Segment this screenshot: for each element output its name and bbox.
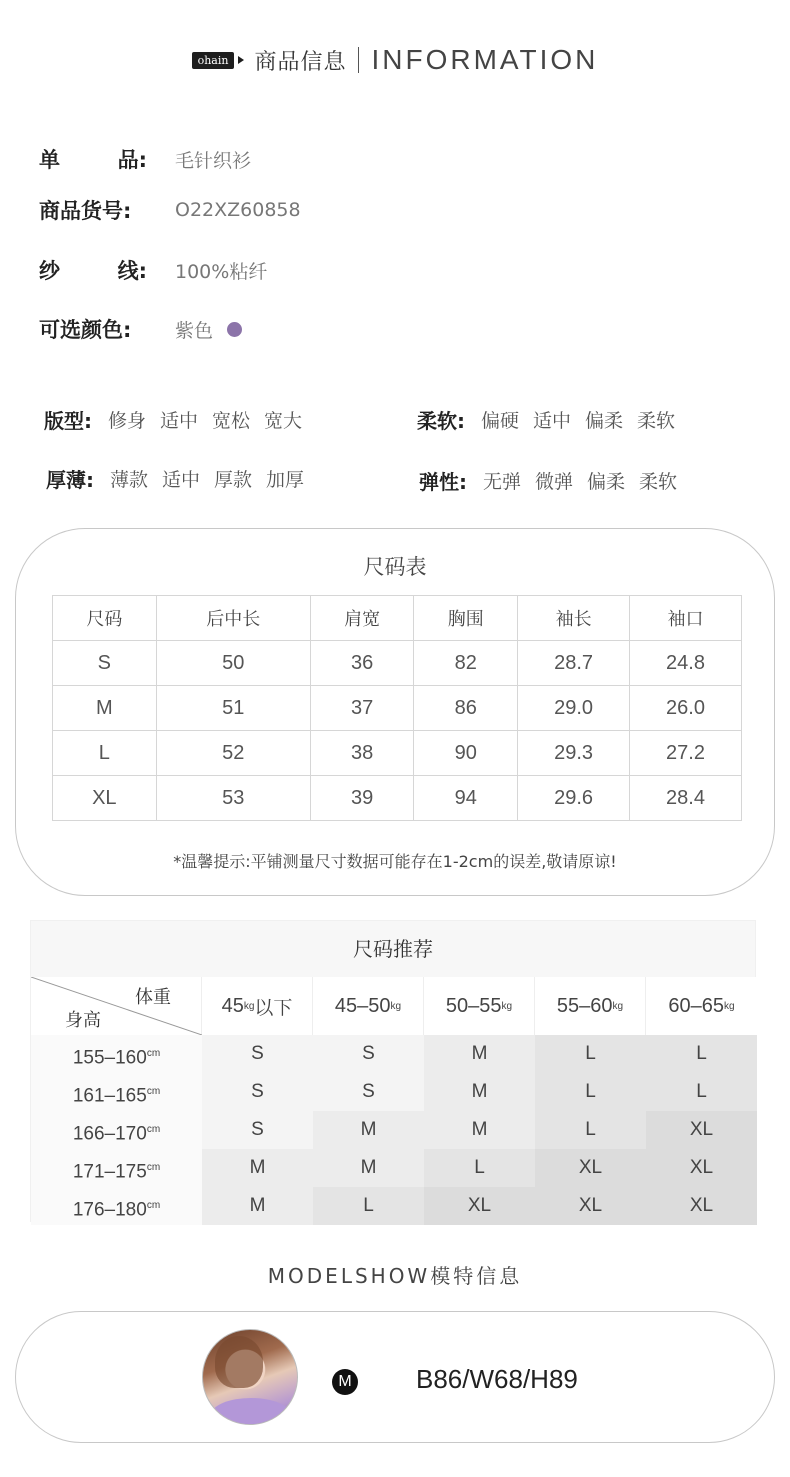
recommend-cell: M <box>424 1035 535 1073</box>
table-cell: 94 <box>414 776 518 821</box>
corner-height-label: 身高 <box>65 1010 101 1031</box>
attr-option: 宽松 <box>212 410 251 432</box>
attr-softness <box>417 405 687 434</box>
info-yarn-row <box>39 255 267 285</box>
recommend-row <box>31 1111 757 1149</box>
info-item-value: 毛针织衫 <box>175 149 252 172</box>
table-cell: L <box>53 731 157 776</box>
table-cell: 29.3 <box>518 731 630 776</box>
table-header-cell: 尺码 <box>53 596 157 641</box>
recommend-cell: S <box>202 1111 313 1149</box>
recommend-cell: M <box>313 1111 424 1149</box>
brand-logo: ohain <box>192 52 235 69</box>
info-yarn-value: 100%粘纤 <box>175 260 268 283</box>
recommend-cell: M <box>313 1149 424 1187</box>
weight-header-cell: 45 kg 以下 <box>202 977 313 1035</box>
attr-option: 宽大 <box>264 410 303 432</box>
height-label: $166-170^{cm}$ <box>31 1111 202 1149</box>
table-cell: 24.8 <box>630 641 742 686</box>
info-sku-label: 商品货号: <box>39 199 132 223</box>
size-chart-panel <box>15 528 775 896</box>
info-sku-row <box>39 195 301 225</box>
table-cell: 29.6 <box>518 776 630 821</box>
model-show-title: MODELSHOW模特信息 <box>267 1264 523 1288</box>
model-measurements: B86/W68/H89 <box>416 1364 578 1394</box>
table-header-row <box>53 596 742 641</box>
info-item-row <box>39 144 251 174</box>
attr-option: 加厚 <box>266 469 305 491</box>
table-cell: 90 <box>414 731 518 776</box>
attr-option: 柔软 <box>639 471 678 493</box>
weight-header-cell: 55–60 kg <box>535 977 646 1035</box>
attr-option: 无弹 <box>483 471 522 493</box>
color-swatch <box>227 322 242 337</box>
attr-option: 偏柔 <box>587 471 626 493</box>
attr-fit-label: 版型: <box>44 409 92 433</box>
recommend-cell: M <box>424 1073 535 1111</box>
table-header-cell: 袖口 <box>630 596 742 641</box>
weight-header-cell: 50–55 kg <box>424 977 535 1035</box>
recommend-cell: M <box>424 1111 535 1149</box>
model-size-badge: M <box>332 1369 358 1395</box>
recommend-cell: XL <box>646 1187 757 1225</box>
recommend-cell: XL <box>535 1149 646 1187</box>
recommend-cell: L <box>646 1035 757 1073</box>
attr-elasticity-label: 弹性: <box>419 470 467 494</box>
attr-thickness-label: 厚薄: <box>46 468 94 492</box>
table-row <box>53 686 742 731</box>
attr-option: 薄款 <box>110 469 149 491</box>
weight-header-cell: 60–65 kg <box>668 994 735 1017</box>
info-sku-value: O22XZ60858 <box>175 199 301 221</box>
recommend-cell: S <box>313 1035 424 1073</box>
header-title-cn: 商品信息 <box>254 49 347 75</box>
recommend-corner-cell <box>31 977 202 1035</box>
info-header <box>0 42 790 78</box>
measurement-note: *温馨提示:平铺测量尺寸数据可能存在1-2cm的误差,敬请原谅! <box>173 852 617 871</box>
recommend-cell: L <box>535 1073 646 1111</box>
recommend-row <box>31 1035 757 1073</box>
table-cell: 39 <box>310 776 414 821</box>
corner-diagonal-line <box>31 977 202 1035</box>
model-avatar <box>202 1329 298 1425</box>
height-label: $155-160^{cm}$ <box>31 1035 202 1073</box>
table-cell: 28.7 <box>518 641 630 686</box>
table-row <box>53 641 742 686</box>
table-cell: 29.0 <box>518 686 630 731</box>
size-chart-title: 尺码表 <box>363 555 427 579</box>
size-recommend-panel <box>30 920 756 1222</box>
table-cell: 86 <box>414 686 518 731</box>
recommend-cell: M <box>202 1187 313 1225</box>
table-cell: 50 <box>156 641 310 686</box>
model-info-panel <box>15 1311 775 1443</box>
size-chart-table <box>52 595 742 821</box>
recommend-cell: L <box>313 1187 424 1225</box>
recommend-cell: S <box>313 1073 424 1111</box>
table-cell: 51 <box>156 686 310 731</box>
attr-option-selected: 微弹 <box>533 467 575 494</box>
height-label: $176-180^{cm}$ <box>31 1187 202 1225</box>
recommend-cell: XL <box>646 1111 757 1149</box>
attr-fit <box>44 405 314 434</box>
attr-thickness <box>46 464 316 493</box>
recommend-cell: XL <box>424 1187 535 1225</box>
recommend-row <box>31 1187 757 1225</box>
table-cell: 52 <box>156 731 310 776</box>
attr-softness-label: 柔软: <box>417 409 465 433</box>
attr-elasticity <box>419 466 689 495</box>
table-cell: 26.0 <box>630 686 742 731</box>
table-cell: XL <box>53 776 157 821</box>
recommend-cell: L <box>646 1073 757 1111</box>
recommend-cell: XL <box>646 1149 757 1187</box>
info-item-label: 单 品: <box>39 148 147 172</box>
info-color-row <box>39 314 242 344</box>
table-cell: 82 <box>414 641 518 686</box>
table-cell: M <box>53 686 157 731</box>
table-header-cell: 袖长 <box>518 596 630 641</box>
attr-option-selected: 适中 <box>158 406 200 433</box>
recommend-header-row <box>31 977 757 1035</box>
table-header-cell: 后中长 <box>156 596 310 641</box>
table-header-cell: 胸围 <box>414 596 518 641</box>
table-cell: 28.4 <box>630 776 742 821</box>
recommend-cell: S <box>202 1073 313 1111</box>
corner-weight-label: 体重 <box>135 987 171 1008</box>
recommend-title: 尺码推荐 <box>353 937 433 961</box>
attr-option-selected: 适中 <box>531 406 573 433</box>
recommend-cell: L <box>424 1149 535 1187</box>
table-cell: 36 <box>310 641 414 686</box>
attr-option-selected: 适中 <box>160 465 202 492</box>
attr-option: 厚款 <box>214 469 253 491</box>
table-cell: 53 <box>156 776 310 821</box>
table-cell: S <box>53 641 157 686</box>
table-cell: 38 <box>310 731 414 776</box>
weight-header-cell: 45–50 kg <box>313 977 424 1035</box>
attr-option: 偏硬 <box>481 410 520 432</box>
height-label: $161-165^{cm}$ <box>31 1073 202 1111</box>
info-color-label: 可选颜色: <box>39 318 132 342</box>
attr-option: 修身 <box>108 410 147 432</box>
table-cell: 27.2 <box>630 731 742 776</box>
attr-option: 柔软 <box>637 410 676 432</box>
recommend-cell: XL <box>535 1187 646 1225</box>
info-yarn-label: 纱 线: <box>39 259 147 283</box>
recommend-cell: S <box>202 1035 313 1073</box>
header-divider <box>358 47 359 73</box>
recommend-cell: L <box>535 1111 646 1149</box>
attr-option: 偏柔 <box>585 410 624 432</box>
info-color-value: 紫色 <box>175 319 214 342</box>
table-row <box>53 776 742 821</box>
table-cell: 37 <box>310 686 414 731</box>
logo-arrow-icon <box>238 56 244 64</box>
recommend-cell: M <box>202 1149 313 1187</box>
recommend-cell: L <box>535 1035 646 1073</box>
table-row <box>53 731 742 776</box>
recommend-row <box>31 1149 757 1187</box>
header-title-en: INFORMATION <box>371 44 599 75</box>
recommend-row <box>31 1073 757 1111</box>
height-label: $171-175^{cm}$ <box>31 1149 202 1187</box>
table-header-cell: 肩宽 <box>310 596 414 641</box>
